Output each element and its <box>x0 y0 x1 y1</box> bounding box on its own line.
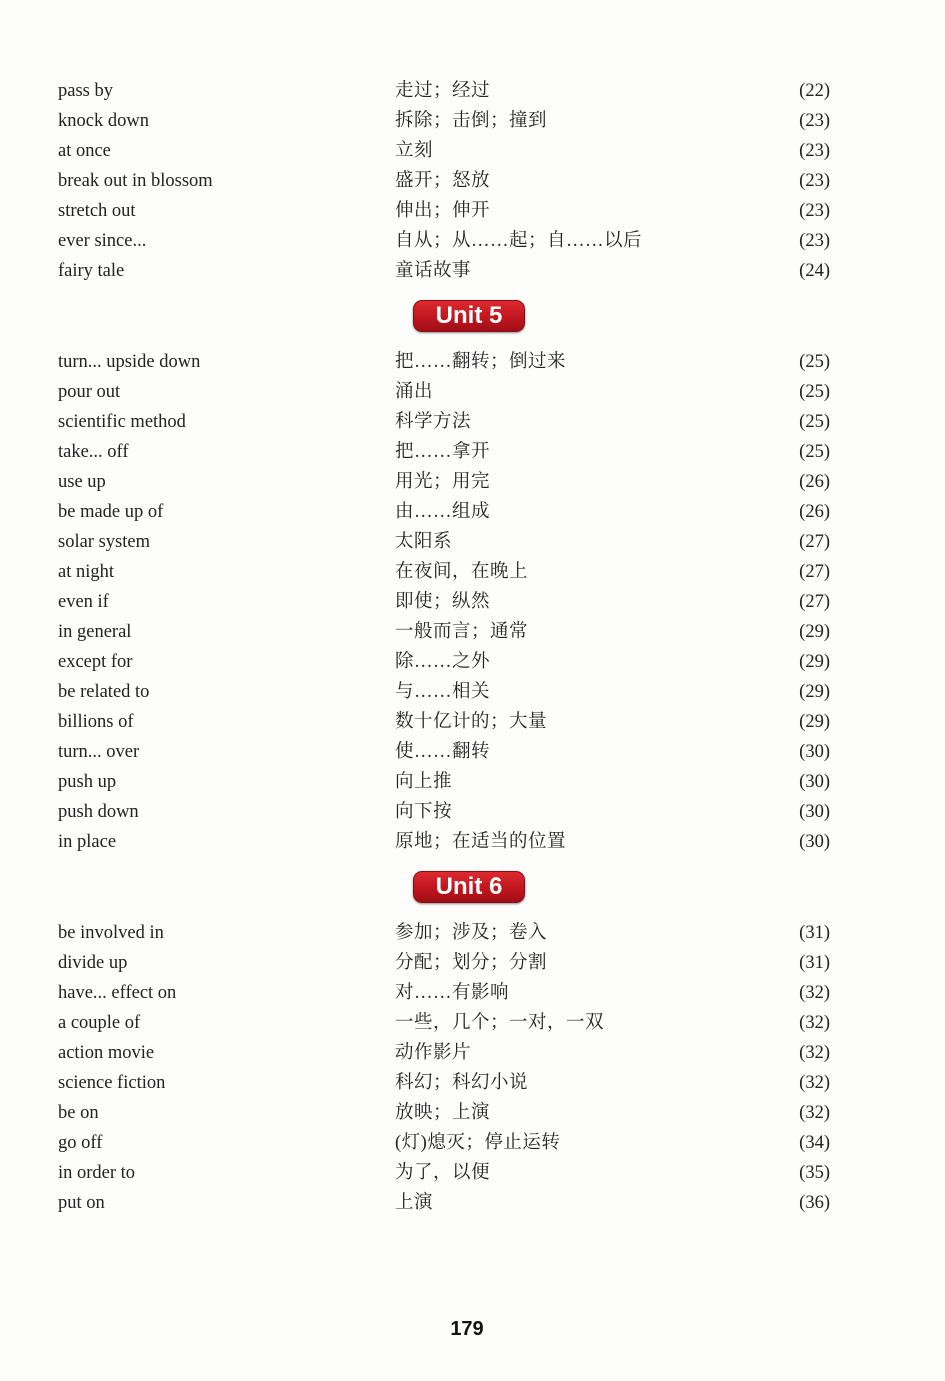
entry-row <box>0 737 945 767</box>
phrase-english: in order to <box>58 1163 136 1183</box>
page-reference: (29) <box>799 682 830 702</box>
phrase-chinese: 数十亿计的；大量 <box>395 712 548 732</box>
entry-row <box>0 106 945 136</box>
page-reference: (25) <box>799 382 830 402</box>
page-number: 179 <box>450 1318 484 1340</box>
phrase-english: be involved in <box>58 923 164 943</box>
entry-row <box>0 226 945 256</box>
page-reference: (23) <box>799 201 830 221</box>
page-reference: (29) <box>799 712 830 732</box>
unit-badge: Unit 5 <box>413 300 525 332</box>
entry-row <box>0 76 945 106</box>
entry-row <box>0 166 945 196</box>
phrase-english: divide up <box>58 953 128 973</box>
entry-row <box>0 256 945 286</box>
page-reference: (32) <box>799 1073 830 1093</box>
page-reference: (30) <box>799 742 830 762</box>
entry-row <box>0 767 945 797</box>
phrase-chinese: 与……相关 <box>395 682 491 702</box>
entry-row <box>0 347 945 377</box>
phrase-chinese: 童话故事 <box>395 261 472 281</box>
phrase-chinese: 用光；用完 <box>395 472 491 492</box>
phrase-chinese: 使……翻转 <box>395 742 491 762</box>
phrase-chinese: 放映；上演 <box>395 1103 491 1123</box>
page-reference: (23) <box>799 231 830 251</box>
phrase-chinese: 动作影片 <box>395 1043 472 1063</box>
phrase-english: action movie <box>58 1043 155 1063</box>
page-reference: (25) <box>799 412 830 432</box>
entry-row <box>0 527 945 557</box>
page-reference: (25) <box>799 352 830 372</box>
phrase-chinese: 原地；在适当的位置 <box>395 832 567 852</box>
phrase-english: put on <box>58 1193 105 1213</box>
entry-row <box>0 978 945 1008</box>
phrase-english: even if <box>58 592 109 612</box>
phrase-chinese: 为了，以便 <box>395 1163 491 1183</box>
phrase-english: in general <box>58 622 132 642</box>
entry-row <box>0 1098 945 1128</box>
phrase-english: be made up of <box>58 502 164 522</box>
phrase-chinese: 对……有影响 <box>395 983 510 1003</box>
phrase-chinese: 涌出 <box>395 382 434 402</box>
phrase-chinese: 向下按 <box>395 802 453 822</box>
entry-row <box>0 797 945 827</box>
phrase-english: billions of <box>58 712 134 732</box>
page-reference: (29) <box>799 652 830 672</box>
page-reference: (34) <box>799 1133 830 1153</box>
phrase-chinese: 科幻；科幻小说 <box>395 1073 529 1093</box>
phrase-english: a couple of <box>58 1013 141 1033</box>
page-reference: (23) <box>799 141 830 161</box>
entry-row <box>0 1068 945 1098</box>
phrase-chinese: 立刻 <box>395 141 434 161</box>
phrase-english: go off <box>58 1133 103 1153</box>
unit-badge: Unit 6 <box>413 871 525 903</box>
phrase-english: use up <box>58 472 106 492</box>
unit-header <box>0 871 945 903</box>
page-reference: (30) <box>799 772 830 792</box>
page-reference: (30) <box>799 802 830 822</box>
phrase-english: at once <box>58 141 111 161</box>
page-reference: (29) <box>799 622 830 642</box>
entry-row <box>0 557 945 587</box>
phrase-chinese: 由……组成 <box>395 502 491 522</box>
page-reference: (23) <box>799 111 830 131</box>
phrase-chinese: 一些，几个；一对，一双 <box>395 1013 605 1033</box>
page-reference: (27) <box>799 562 830 582</box>
phrase-chinese: 拆除；击倒；撞到 <box>395 111 548 131</box>
phrase-chinese: 把……翻转；倒过来 <box>395 352 567 372</box>
entry-row <box>0 1188 945 1218</box>
page-reference: (31) <box>799 923 830 943</box>
phrase-chinese: 即使；纵然 <box>395 592 491 612</box>
phrase-chinese: 分配；划分；分割 <box>395 953 548 973</box>
page-reference: (27) <box>799 532 830 552</box>
entry-row <box>0 1008 945 1038</box>
phrase-chinese: 盛开；怒放 <box>395 171 491 191</box>
phrase-english: pass by <box>58 81 113 101</box>
phrase-english: have... effect on <box>58 983 177 1003</box>
page-reference: (26) <box>799 472 830 492</box>
entry-row <box>0 196 945 226</box>
phrase-english: be related to <box>58 682 150 702</box>
phrase-english: pour out <box>58 382 121 402</box>
entry-row <box>0 647 945 677</box>
phrase-english: stretch out <box>58 201 136 221</box>
page-reference: (24) <box>799 261 830 281</box>
page-reference: (35) <box>799 1163 830 1183</box>
page-reference: (31) <box>799 953 830 973</box>
phrase-chinese: 参加；涉及；卷入 <box>395 923 548 943</box>
phrase-chinese: 自从；从……起；自……以后 <box>395 231 643 251</box>
phrase-chinese: 上演 <box>395 1193 434 1213</box>
phrase-english: except for <box>58 652 133 672</box>
entry-row <box>0 1158 945 1188</box>
entry-row <box>0 1038 945 1068</box>
phrase-english: push up <box>58 772 117 792</box>
entry-row <box>0 377 945 407</box>
phrase-chinese: 一般而言；通常 <box>395 622 529 642</box>
phrase-english: be on <box>58 1103 99 1123</box>
entry-row <box>0 467 945 497</box>
vocabulary-list <box>0 76 945 1218</box>
phrase-english: turn... upside down <box>58 352 201 372</box>
entry-row <box>0 707 945 737</box>
page-reference: (27) <box>799 592 830 612</box>
phrase-chinese: 把……拿开 <box>395 442 491 462</box>
phrase-english: science fiction <box>58 1073 166 1093</box>
entry-row <box>0 407 945 437</box>
entry-row <box>0 677 945 707</box>
entry-row <box>0 617 945 647</box>
phrase-chinese: 在夜间，在晚上 <box>395 562 529 582</box>
page-reference: (36) <box>799 1193 830 1213</box>
entry-row <box>0 497 945 527</box>
phrase-english: turn... over <box>58 742 140 762</box>
phrase-english: at night <box>58 562 115 582</box>
entry-row <box>0 437 945 467</box>
entry-row <box>0 587 945 617</box>
entry-row <box>0 918 945 948</box>
phrase-chinese: (灯)熄灭；停止运转 <box>395 1133 561 1153</box>
phrase-english: take... off <box>58 442 129 462</box>
phrase-english: scientific method <box>58 412 186 432</box>
phrase-english: in place <box>58 832 117 852</box>
entry-row <box>0 1128 945 1158</box>
page-reference: (26) <box>799 502 830 522</box>
page-reference: (32) <box>799 1103 830 1123</box>
page-reference: (23) <box>799 171 830 191</box>
unit-header <box>0 300 945 332</box>
entry-row <box>0 136 945 166</box>
phrase-english: fairy tale <box>58 261 125 281</box>
page-reference: (22) <box>799 81 830 101</box>
page-reference: (25) <box>799 442 830 462</box>
phrase-english: ever since... <box>58 231 147 251</box>
page-reference: (32) <box>799 983 830 1003</box>
phrase-english: break out in blossom <box>58 171 213 191</box>
phrase-chinese: 除……之外 <box>395 652 491 672</box>
phrase-english: push down <box>58 802 139 822</box>
entry-row <box>0 948 945 978</box>
phrase-chinese: 科学方法 <box>395 412 472 432</box>
phrase-chinese: 向上推 <box>395 772 453 792</box>
phrase-english: knock down <box>58 111 149 131</box>
phrase-english: solar system <box>58 532 150 552</box>
page-reference: (30) <box>799 832 830 852</box>
page-reference: (32) <box>799 1043 830 1063</box>
phrase-chinese: 伸出；伸开 <box>395 201 491 221</box>
phrase-chinese: 太阳系 <box>395 532 453 552</box>
phrase-chinese: 走过；经过 <box>395 81 491 101</box>
page-reference: (32) <box>799 1013 830 1033</box>
entry-row <box>0 827 945 857</box>
